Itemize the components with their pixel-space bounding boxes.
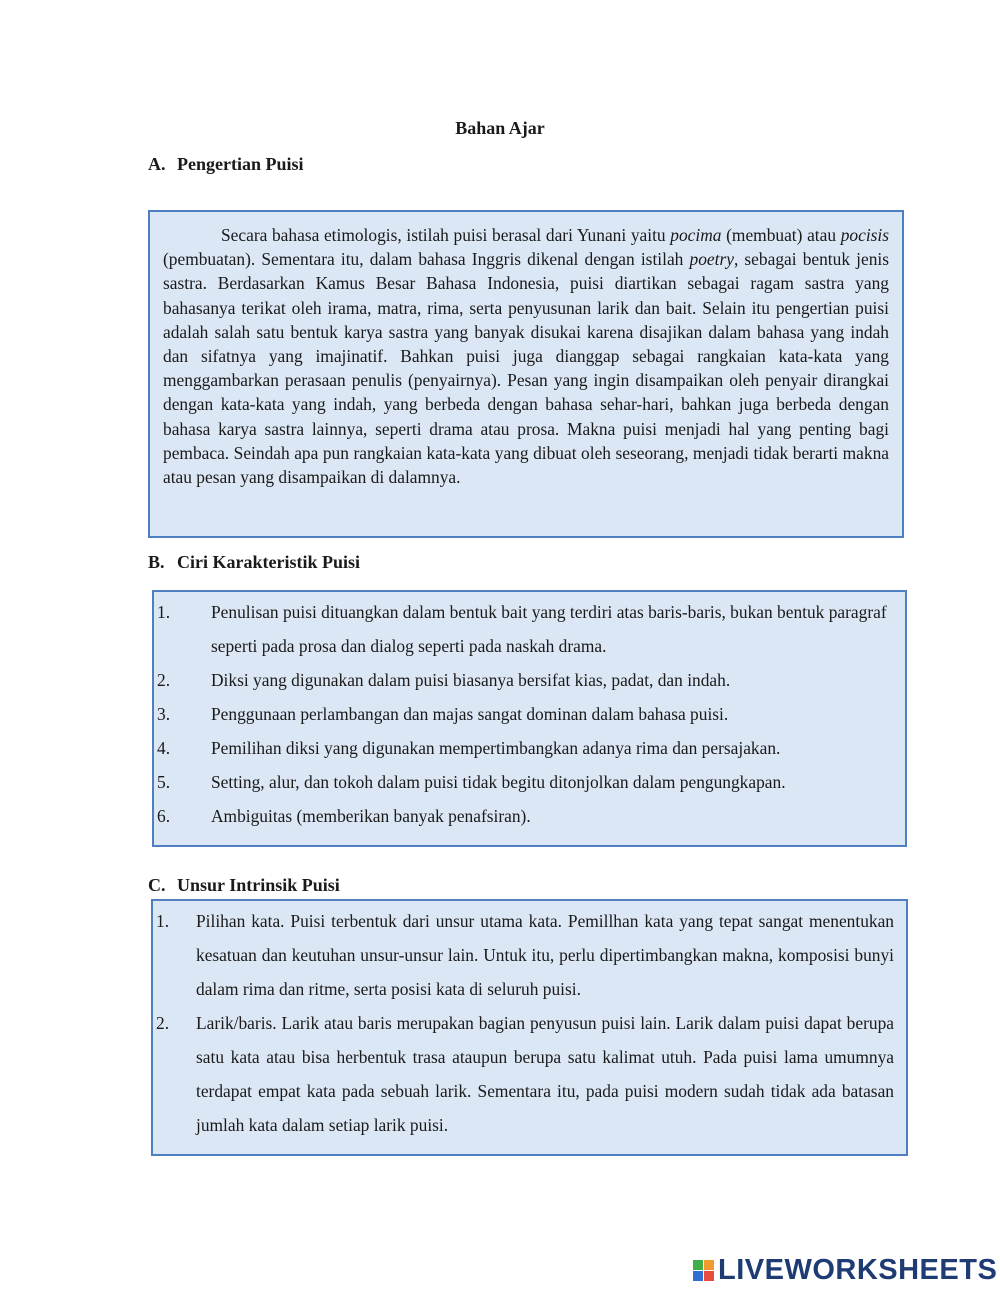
list-item: 1. Pilihan kata. Puisi terbentuk dari unsur utama kata. Pemillhan kata yang tepat sangat menentukan kesatuan dan keutuhan unsur-unsur lain. Untuk itu, perlu dipertimbangkan makna, komposisi bunyi dalam rima dan ritme, serta posisi kata di seluruh puisi. <box>156 911 894 999</box>
section-a-paragraph: Secara bahasa etimologis, istilah puisi berasal dari Yunani yaitu pocima (membuat) atau pocisis (pembuatan). Sementara itu, dalam bahasa Inggris dikenal dengan istilah poetry, sebagai bentuk jenis sastra. Berdasarkan Kamus Besar Bahasa Indonesia, puisi diartikan sebagai ragam sastra yang bahasanya terikat oleh irama, matra, rima, serta penyusunan larik dan bait. Selain itu pengertian puisi adalah salah satu bentuk karya sastra yang banyak disukai karena disajikan dalam bahasa yang indah dan sifatnya yang imajinatif. Bahkan puisi juga dianggap sebagai rangkaian kata-kata yang menggambarkan perasaan penulis (penyairnya). Pesan yang ingin disampaikan oleh penyair dirangkai dengan kata-kata yang indah, yang berbeda dengan bahasa sehar-hari, bahkan juga berbeda dengan bahasa karya sastra lainnya, seperti drama atau prosa. Makna puisi menjadi hal yang penting bagi pembaca. Seindah apa pun rangkaian kata-kata yang dibuat oleh seseorang, menjadi tidak berarti makna atau pesan yang disampaikan di dalamnya. <box>163 225 890 488</box>
list-item: 6. Ambiguitas (memberikan banyak penafsiran). <box>157 806 531 826</box>
section-c-box <box>151 899 908 1156</box>
list-item: 4. Pemilihan diksi yang digunakan mempertimbangkan adanya rima dan persajakan. <box>157 738 781 758</box>
list-item: 2. Larik/baris. Larik atau baris merupakan bagian penyusun puisi lain. Larik dalam puisi dapat berupa satu kata atau bisa herbentuk trasa ataupun berupa satu kalimat utuh. Pada puisi lama umumnya terdapat empat kata pada sebuah larik. Sementara itu, pada puisi modern sudah tidak ada batasan jumlah kata dalam setiap larik puisi. <box>156 1013 894 1135</box>
logo-square-icon <box>693 1260 703 1270</box>
section-b-title: Ciri Karakteristik Puisi <box>177 552 360 572</box>
intrinsic-elements-list <box>156 904 894 1142</box>
logo-grid-icon <box>693 1260 714 1281</box>
list-item: 1. Penulisan puisi dituangkan dalam bentuk bait yang terdiri atas baris-baris, bukan bentuk paragraf seperti pada prosa dan dialog seperti pada naskah drama. <box>157 602 887 656</box>
section-b-heading <box>148 552 360 573</box>
list-item: 5. Setting, alur, dan tokoh dalam puisi tidak begitu ditonjolkan dalam pengungkapan. <box>157 772 786 792</box>
liveworksheets-logo <box>693 1254 997 1286</box>
section-b-box <box>152 590 907 847</box>
section-b-number: B. <box>148 552 165 572</box>
logo-square-icon <box>704 1271 714 1281</box>
section-a-title: Pengertian Puisi <box>177 154 304 174</box>
characteristics-list <box>157 595 893 833</box>
section-a-number: A. <box>148 154 166 174</box>
section-c-title: Unsur Intrinsik Puisi <box>177 875 340 895</box>
list-item: 2. Diksi yang digunakan dalam puisi biasanya bersifat kias, padat, dan indah. <box>157 670 731 690</box>
list-item: 3. Penggunaan perlambangan dan majas sangat dominan dalam bahasa puisi. <box>157 704 729 724</box>
logo-square-icon <box>704 1260 714 1270</box>
section-c-number: C. <box>148 875 166 895</box>
section-a-heading <box>148 154 304 175</box>
logo-text: LIVEWORKSHEETS <box>718 1253 998 1286</box>
section-a-box <box>148 210 904 538</box>
term-pocima: pocima <box>670 225 722 245</box>
document-title: Bahan Ajar <box>455 118 545 138</box>
term-pocisis: pocisis <box>840 225 890 245</box>
section-c-heading <box>148 875 340 896</box>
term-poetry: poetry <box>689 249 734 270</box>
logo-square-icon <box>693 1271 703 1281</box>
